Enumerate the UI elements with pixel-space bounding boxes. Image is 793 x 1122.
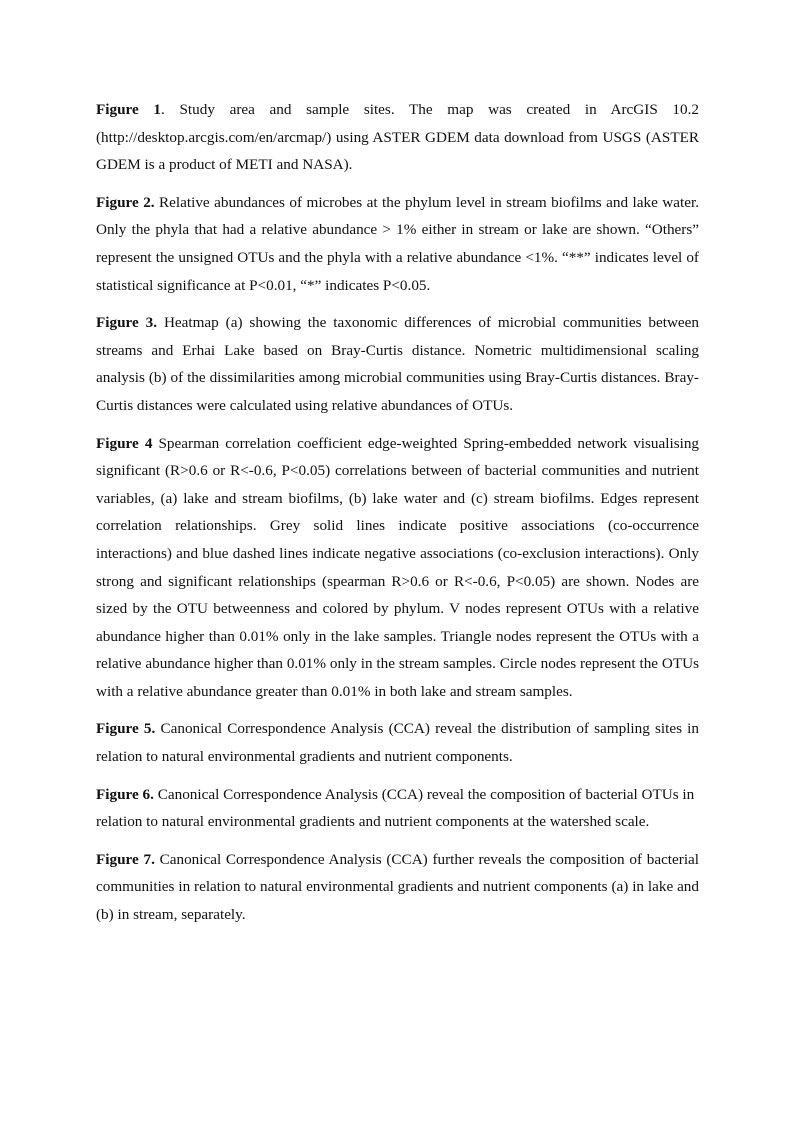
figure-4-text: Spearman correlation coefficient edge-weighted Spring-embedded network visualising significant (R>0.6 or R<-0.6, P<0.05) correlations between of bacterial communities and nutrient variables, (a) lake and stream biofilms, (b) lake water and (c) stream biofilms. Edges represent correlation relationships. Grey solid lines indicate positive associations (co-occurrence interactions) and blue dashed lines indicate negative associations (co-exclusion interactions). Only strong and significant relationships (spearman R>0.6 or R<-0.6, P<0.05) are shown. Nodes are sized by the OTU betweenness and colored by phylum. V nodes represent OTUs with a relative abundance higher than 0.01% only in the lake samples. Triangle nodes represent the OTUs with a relative abundance higher than 0.01% only in the stream samples. Circle nodes represent the OTUs with a relative abundance greater than 0.01% in both lake and stream samples. <box>96 434 700 700</box>
figure-5-text: Canonical Correspondence Analysis (CCA) reveal the distribution of sampling sites in relation to natural environmental gradients and nutrient components. <box>96 720 699 766</box>
figure-3-caption <box>96 309 699 419</box>
figure-3-text: Heatmap (a) showing the taxonomic differences of microbial communities between streams and Erhai Lake based on Bray-Curtis distance. Nometric multidimensional scaling analysis (b) of the dissimilarities among microbial communities using Bray-Curtis distances. Bray-Curtis distances were calculated using relative abundances of OTUs. <box>96 314 699 414</box>
figure-4-caption <box>96 430 699 706</box>
figure-1-text: . Study area and sample sites. The map was created in ArcGIS 10.2 (http://desktop.arcgis.com/en/arcmap/) using ASTER GDEM data download from USGS (ASTER GDEM is a product of METI and NASA). <box>96 101 700 174</box>
figure-5-caption <box>96 715 699 770</box>
document-page <box>96 96 699 939</box>
figure-7-caption <box>96 846 699 929</box>
figure-6-caption <box>96 781 699 836</box>
figure-2-text: Relative abundances of microbes at the phylum level in stream biofilms and lake water. Only the phyla that had a relative abundance > 1% either in stream or lake are shown. “Others” represent the unsigned OTUs and the phyla with a relative abundance <1%. “**” indicates level of statistical significance at P<0.01, “*” indicates P<0.05. <box>96 193 699 294</box>
figure-3-label: Figure 3. <box>96 314 158 332</box>
figure-2-label: Figure 2. <box>96 193 155 211</box>
figure-1-caption <box>96 96 699 179</box>
figure-7-text: Canonical Correspondence Analysis (CCA) further reveals the composition of bacterial communities in relation to natural environmental gradients and nutrient components (a) in lake and (b) in stream, separately. <box>96 850 700 924</box>
figure-6-text: Canonical Correspondence Analysis (CCA) reveal the composition of bacterial OTUs in relation to natural environmental gradients and nutrient components at the watershed scale. <box>96 785 695 831</box>
figure-6-label: Figure 6. <box>96 785 154 803</box>
figure-7-label: Figure 7. <box>96 850 155 868</box>
figure-1-label: Figure 1 <box>96 101 162 118</box>
figure-5-label: Figure 5. <box>96 720 156 738</box>
figure-2-caption <box>96 189 699 299</box>
figure-4-label: Figure 4 <box>96 434 153 452</box>
